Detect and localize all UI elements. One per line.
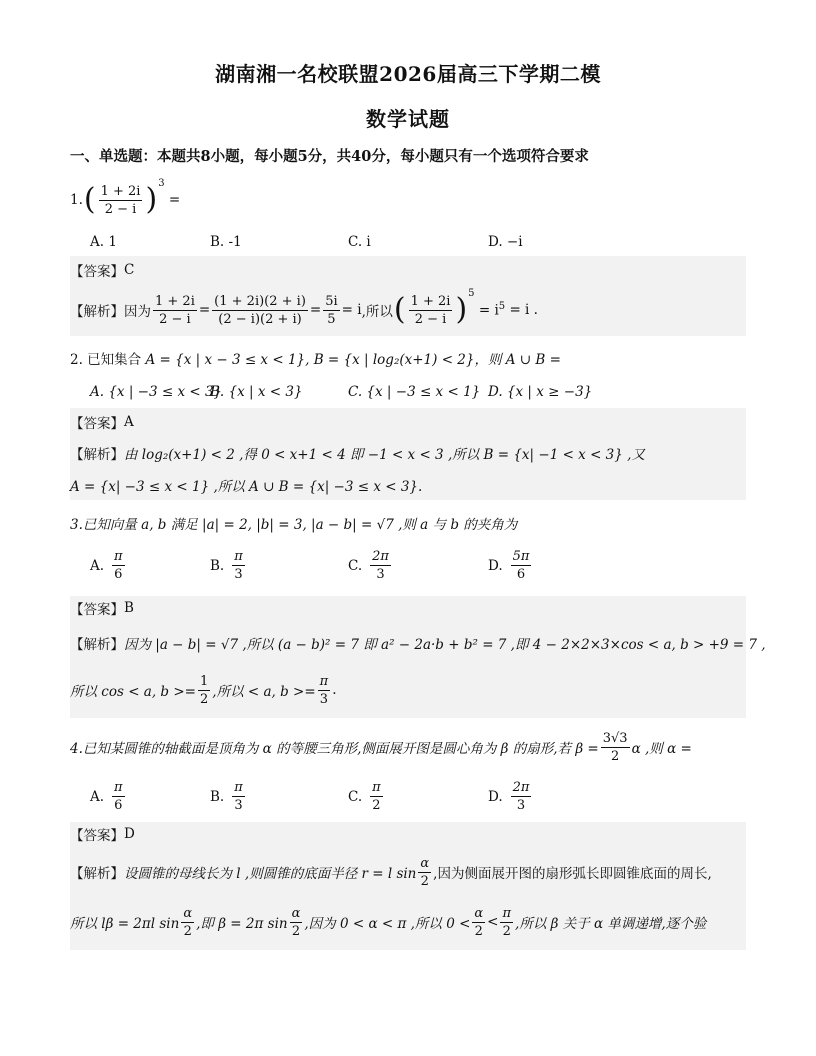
q3-answer — [70, 598, 134, 618]
q4-option-c: C. $\frac{\pi}{2}$ — [348, 780, 381, 813]
answer-tag: 【答案】 — [70, 828, 124, 844]
q2-answer — [70, 412, 134, 432]
analysis-tag: 【解析】 — [70, 637, 124, 653]
answer-tag: 【答案】 — [70, 416, 124, 432]
q2-option-a: A. {x | −3 ≤ x < 3} — [90, 384, 223, 400]
question-4-text-a: 4.已知某圆锥的轴截面是顶角为 α 的等腰三角形,侧面展开图是圆心角为 β 的扇形,若 β = — [70, 741, 599, 757]
q3-analysis-line-2: 所以 cos < a, b >= $\frac{1}{2}$ ,所以 < a, b >= $\frac{\pi}{3}$ . — [70, 673, 337, 707]
q1-answer-value: C — [124, 262, 135, 278]
q3-option-a: A. $\frac{\pi}{6}$ — [90, 549, 123, 582]
q3-answer-value: B — [124, 600, 134, 616]
q2-analysis-text-1: 由 log₂(x+1) < 2 ,得 0 < x+1 < 4 即 −1 < x < 3 ,所以 B = {x| −1 < x < 3} ,又 — [124, 447, 645, 463]
q4-analysis-text-2e: ,所以 β 关于 α 单调递增,逐个验 — [515, 916, 707, 932]
question-4-text-b: α ,则 α = — [631, 741, 692, 757]
q2-option-c: C. {x | −3 ≤ x < 1} — [348, 384, 481, 400]
q1-analysis-text-b: ,所以 — [361, 304, 393, 320]
q4-option-d: D. $\frac{2\pi}{3}$ — [488, 780, 530, 813]
q2-option-d: D. {x | x ≥ −3} — [488, 384, 593, 400]
question-2 — [70, 348, 561, 368]
q1-option-b: B. -1 — [210, 234, 242, 250]
q4-analysis-text-2b: ,即 β = 2π sin — [196, 916, 288, 932]
q1-option-d: D. −i — [488, 234, 523, 250]
q1-answer — [70, 260, 134, 280]
q3-analysis-line-1 — [70, 632, 766, 654]
q4-answer-value: D — [124, 826, 135, 842]
q2-option-b: B. {x | x < 3} — [210, 384, 303, 400]
q3-option-d: D. $\frac{5\pi}{6}$ — [488, 549, 530, 582]
analysis-tag: 【解析】 — [70, 447, 124, 463]
q3-option-b: B. $\frac{\pi}{3}$ — [210, 549, 243, 582]
q4-analysis-text-2d: < — [487, 914, 499, 930]
question-4: 4.已知某圆锥的轴截面是顶角为 α 的等腰三角形,侧面展开图是圆心角为 β 的扇形,若 β = $\frac{3√3}{2}$ α ,则 α = — [70, 730, 692, 764]
answer-tag: 【答案】 — [70, 602, 124, 618]
q1-analysis-text-c: = i — [341, 302, 362, 318]
q2-analysis-line-2: A = {x| −3 ≤ x < 1} ,所以 A ∪ B = {x| −3 ≤ x < 3}. — [70, 479, 423, 495]
q4-answer — [70, 824, 135, 844]
question-1: 1. ( $\frac{1 + 2i}{2 - i}$ ) $^3$ = — [70, 178, 181, 217]
q1-analysis-text-d: = i . — [509, 302, 538, 318]
exam-title: 湖南湘一名校联盟2026届高三下学期二模 — [215, 62, 601, 86]
question-2-text: 2. 已知集合 — [70, 352, 142, 368]
section-heading: 一、单选题：本题共8小题，每小题5分，共40分，每小题只有一个选项符合要求 — [70, 148, 589, 165]
q3-option-c: C. $\frac{2\pi}{3}$ — [348, 549, 389, 582]
question-3: 3.已知向量 a, b 满足 |a| = 2, |b| = 3, |a − b| = √7 ,则 a 与 b 的夹角为 — [70, 517, 518, 533]
q3-analysis-text-2a: 所以 cos < a, b >= — [70, 684, 196, 700]
exam-subtitle: 数学试题 — [366, 107, 450, 131]
q2-answer-value: A — [124, 414, 134, 430]
question-1-number: 1. — [70, 192, 83, 208]
question-2-math: A = {x | x − 3 ≤ x < 1}, B = {x | log₂(x+1) < 2}，则 A ∪ B = — [145, 352, 561, 368]
q1-option-a: A. 1 — [90, 234, 117, 250]
analysis-tag: 【解析】 — [70, 304, 124, 320]
q4-analysis-text-2a: 所以 lβ = 2πl sin — [70, 916, 180, 932]
q3-analysis-text-1: 因为 |a − b| = √7 ,所以 (a − b)² = 7 即 a² − 2a·b + b² = 7 ,即 4 − 2×2×3×cos < a, b > +9 = 7 , — [124, 637, 766, 653]
q4-analysis-line-2: 所以 lβ = 2πl sin $\frac{\alpha}{2}$ ,即 β = 2π sin $\frac{\alpha}{2}$ ,因为 0 < α < π ,所以 0 < $\frac{\alpha}{2}$ < $\frac{\pi}{2}$ ,所以 β 关于 α 单调递增,逐个验 — [70, 905, 707, 939]
q1-analysis: 【解析】 因为 $\frac{1 + 2i}{2 - i}$ = $\frac{(1 + 2i)(2 + i)}{(2 - i)(2 + i)}$ = $\frac{5i}{5}$ = i ,所以 ( $\frac{1 + 2i}{2 - i}$ ) $^5$ = $i^5$ = i . — [70, 288, 538, 327]
q1-option-c: C. i — [348, 234, 371, 250]
analysis-tag: 【解析】 — [70, 866, 124, 882]
q4-analysis-text-2c: ,因为 0 < α < π ,所以 0 < — [304, 916, 471, 932]
q4-option-b: B. $\frac{\pi}{3}$ — [210, 780, 243, 813]
answer-tag: 【答案】 — [70, 264, 124, 280]
q4-option-a: A. $\frac{\pi}{6}$ — [90, 780, 123, 813]
q3-analysis-text-2b: ,所以 < a, b >= — [212, 684, 316, 700]
q4-analysis-line-1: 【解析】 设圆锥的母线长为 l ,则圆锥的底面半径 r = l sin $\frac{\alpha}{2}$ ,因为侧面展开图的扇形弧长即圆锥底面的周长, — [70, 855, 712, 889]
q1-analysis-text-a: 因为 — [124, 304, 151, 320]
q4-analysis-text-1a: 设圆锥的母线长为 l ,则圆锥的底面半径 r = l sin — [124, 866, 417, 882]
q3-analysis-text-2c: . — [332, 682, 337, 698]
q1-fraction: $\frac{1 + 2i}{2 - i}$ — [100, 183, 141, 217]
q2-analysis-line-1 — [70, 443, 645, 463]
q4-analysis-text-1b: ,因为侧面展开图的扇形弧长即圆锥底面的周长, — [433, 866, 712, 882]
